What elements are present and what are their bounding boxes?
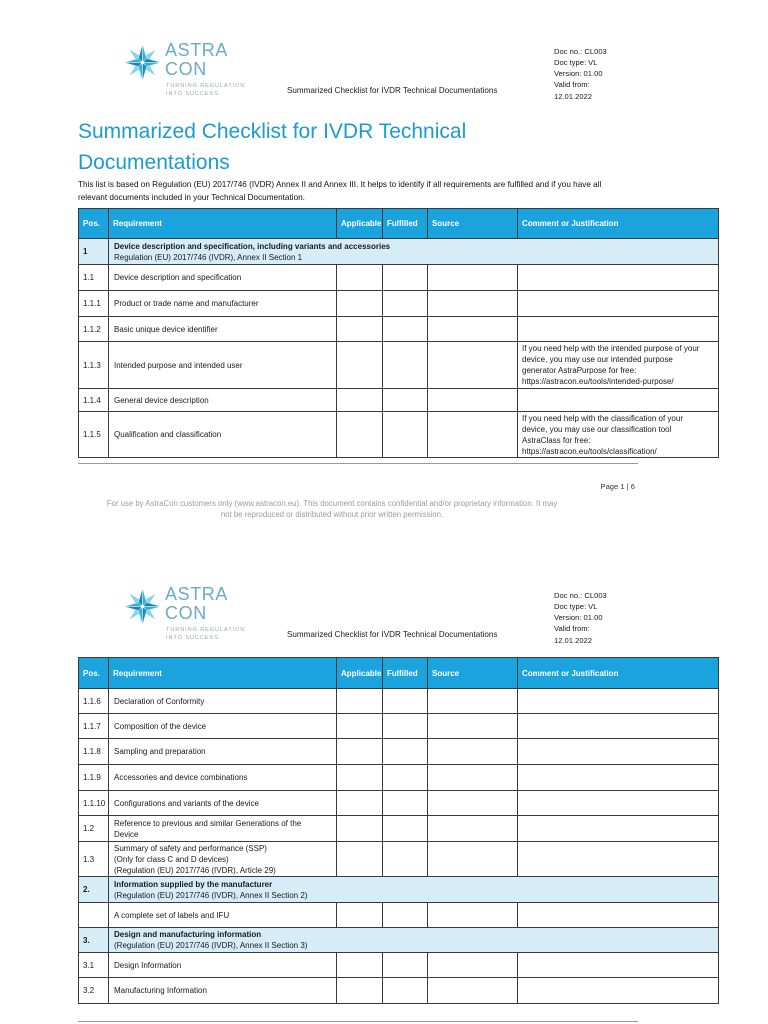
row-position: 2. <box>79 877 109 903</box>
page-number: Page 1 | 6 <box>600 482 635 491</box>
checklist-body <box>79 209 719 458</box>
comment-text: If you need help with the intended purpose of your device, you may use our intended purpose generator AstraPurpose for free: <box>522 344 700 375</box>
section-row <box>79 877 719 903</box>
row-position: 1.1.5 <box>79 412 109 458</box>
applicable-cell <box>337 342 383 389</box>
column-header-applicable: Applicable <box>337 658 383 689</box>
comment-link[interactable]: https://astracon.eu/tools/intended-purpose/ <box>522 377 674 386</box>
table-row <box>79 291 719 317</box>
brand-tagline <box>166 627 245 642</box>
section-heading-cell <box>109 877 719 903</box>
source-cell <box>428 317 518 342</box>
applicable-cell <box>337 765 383 791</box>
table-row <box>79 739 719 765</box>
row-position: 1.2 <box>79 816 109 842</box>
table-row <box>79 791 719 816</box>
fulfilled-cell <box>383 412 428 458</box>
row-position: 1.1.1 <box>79 291 109 317</box>
row-position: 1.1.6 <box>79 689 109 714</box>
brand-name-line2: CON <box>165 603 207 623</box>
requirement-cell: Composition of the device <box>109 714 337 739</box>
applicable-cell <box>337 412 383 458</box>
fulfilled-cell <box>383 265 428 291</box>
comment-cell <box>518 739 719 765</box>
requirement-cell: Reference to previous and similar Generations of the Device <box>109 816 337 842</box>
column-header-source: Source <box>428 658 518 689</box>
source-cell <box>428 765 518 791</box>
page-header <box>0 544 768 654</box>
requirement-cell: Qualification and classification <box>109 412 337 458</box>
logo-star-icon <box>124 588 161 625</box>
applicable-cell <box>337 389 383 412</box>
source-cell <box>428 903 518 928</box>
checklist-body <box>79 658 719 1004</box>
fulfilled-cell <box>383 342 428 389</box>
row-position: 1.1.9 <box>79 765 109 791</box>
column-header-pos: Pos. <box>79 658 109 689</box>
requirement-cell: Basic unique device identifier <box>109 317 337 342</box>
fulfilled-cell <box>383 903 428 928</box>
fulfilled-cell <box>383 842 428 877</box>
section-row <box>79 928 719 953</box>
brand-tagline <box>166 83 245 98</box>
table-row <box>79 689 719 714</box>
table-row <box>79 342 719 389</box>
table-row <box>79 842 719 877</box>
comment-cell <box>518 842 719 877</box>
row-position: 1.3 <box>79 842 109 877</box>
column-header-applicable: Applicable <box>337 209 383 239</box>
confidentiality-line: For use by AstraCon customers only (www.astracon.eu). This document contains confidential and/or proprietary information. It may <box>106 498 558 508</box>
comment-cell <box>518 903 719 928</box>
column-header-source: Source <box>428 209 518 239</box>
doc-type: Doc type: VL <box>554 601 598 611</box>
requirement-cell: Sampling and preparation <box>109 739 337 765</box>
source-cell <box>428 739 518 765</box>
requirement-cell: General device description <box>109 389 337 412</box>
table-row <box>79 265 719 291</box>
fulfilled-cell <box>383 389 428 412</box>
brand-name: ASTRA <box>165 40 229 60</box>
table-row <box>79 903 719 928</box>
fulfilled-cell <box>383 317 428 342</box>
page-header <box>0 0 768 110</box>
row-position: 1 <box>79 239 109 265</box>
applicable-cell <box>337 816 383 842</box>
comment-cell <box>518 953 719 978</box>
comment-cell <box>518 765 719 791</box>
source-cell <box>428 714 518 739</box>
source-cell <box>428 689 518 714</box>
row-position <box>79 903 109 928</box>
fulfilled-cell <box>383 791 428 816</box>
fulfilled-cell <box>383 953 428 978</box>
source-cell <box>428 842 518 877</box>
running-header-title: Summarized Checklist for IVDR Technical Documentations <box>287 629 498 639</box>
valid-from-label: Valid from: <box>554 80 590 90</box>
section-reference: (Regulation (EU) 2017/746 (IVDR), Annex II Section 3) <box>114 941 308 950</box>
applicable-cell <box>337 953 383 978</box>
row-position: 3.2 <box>79 978 109 1004</box>
section-heading-cell <box>109 928 719 953</box>
applicable-cell <box>337 791 383 816</box>
document-info <box>554 46 607 102</box>
column-header-fulfilled: Fulfilled <box>383 658 428 689</box>
logo-star-icon <box>124 44 161 81</box>
applicable-cell <box>337 903 383 928</box>
doc-number: Doc no.: CL003 <box>554 46 607 56</box>
row-position: 1.1.4 <box>79 389 109 412</box>
checklist-table <box>78 657 719 1004</box>
brand-name: ASTRA <box>165 584 229 604</box>
source-cell <box>428 342 518 389</box>
column-header-requirement: Requirement <box>109 209 337 239</box>
doc-type: Doc type: VL <box>554 57 598 67</box>
table-row <box>79 978 719 1004</box>
row-position: 1.1.3 <box>79 342 109 389</box>
comment-link[interactable]: https://astracon.eu/tools/classification/ <box>522 446 657 456</box>
section-reference: (Regulation (EU) 2017/746 (IVDR), Annex II Section 2) <box>114 890 308 900</box>
comment-cell <box>518 291 719 317</box>
valid-from-label: Valid from: <box>554 624 590 634</box>
source-cell <box>428 978 518 1004</box>
comment-cell <box>518 689 719 714</box>
applicable-cell <box>337 317 383 342</box>
comment-cell <box>518 978 719 1004</box>
requirement-cell: Summary of safety and performance (SSP) (Only for class C and D devices) (Regulation (EU) 2017/746 (IVDR), Article 29) <box>109 842 337 877</box>
tagline-line: TURNING REGULATION <box>166 83 246 89</box>
confidentiality-notice <box>72 498 592 520</box>
column-header-comment: Comment or Justification <box>518 209 719 239</box>
row-position: 3. <box>79 928 109 953</box>
row-position: 1.1.7 <box>79 714 109 739</box>
row-position: 3.1 <box>79 953 109 978</box>
requirement-cell: A complete set of labels and IFU <box>109 903 337 928</box>
fulfilled-cell <box>383 739 428 765</box>
valid-from-date: 12.01.2022 <box>554 91 593 101</box>
footer-rule <box>78 463 638 464</box>
row-position: 1.1 <box>79 265 109 291</box>
comment-text: If you need help with the classification of your device, you may use our classification tool AstraClass for free: <box>522 413 683 445</box>
column-header-fulfilled: Fulfilled <box>383 209 428 239</box>
fulfilled-cell <box>383 765 428 791</box>
table-header-row <box>79 658 719 689</box>
column-header-comment: Comment or Justification <box>518 658 719 689</box>
source-cell <box>428 265 518 291</box>
fulfilled-cell <box>383 714 428 739</box>
document-info <box>554 590 607 646</box>
comment-cell <box>518 317 719 342</box>
requirement-cell: Declaration of Conformity <box>109 689 337 714</box>
tagline-line: INTO SUCCESS <box>166 90 219 97</box>
fulfilled-cell <box>383 816 428 842</box>
table-row <box>79 953 719 978</box>
source-cell <box>428 953 518 978</box>
section-title: Design and manufacturing information <box>114 930 262 939</box>
requirement-cell: Design Information <box>109 953 337 978</box>
row-position: 1.1.10 <box>79 791 109 816</box>
applicable-cell <box>337 842 383 877</box>
table-row <box>79 816 719 842</box>
source-cell <box>428 791 518 816</box>
doc-number: Doc no.: CL003 <box>554 590 607 600</box>
table-row <box>79 317 719 342</box>
requirement-cell: Product or trade name and manufacturer <box>109 291 337 317</box>
applicable-cell <box>337 714 383 739</box>
table-row <box>79 389 719 412</box>
tagline-line: TURNING REGULATION <box>166 627 246 633</box>
section-title: Information supplied by the manufacturer <box>114 879 273 889</box>
valid-from-date: 12.01.2022 <box>554 635 593 645</box>
applicable-cell <box>337 265 383 291</box>
comment-cell <box>518 265 719 291</box>
comment-cell <box>518 412 719 458</box>
document-title: Summarized Checklist for IVDR Technical Documentations <box>78 120 467 174</box>
comment-cell <box>518 791 719 816</box>
table-row <box>79 765 719 791</box>
comment-cell <box>518 816 719 842</box>
applicable-cell <box>337 739 383 765</box>
applicable-cell <box>337 978 383 1004</box>
confidentiality-line: not be reproduced or distributed without prior written permission. <box>220 509 444 519</box>
column-header-pos: Pos. <box>79 209 109 239</box>
comment-cell <box>518 342 719 389</box>
section-reference: Regulation (EU) 2017/746 (IVDR), Annex II Section 1 <box>114 252 303 262</box>
section-row <box>79 239 719 265</box>
column-header-requirement: Requirement <box>109 658 337 689</box>
requirement-cell: Device description and specification <box>109 265 337 291</box>
doc-version: Version: 01.00 <box>554 69 603 79</box>
fulfilled-cell <box>383 978 428 1004</box>
row-position: 1.1.8 <box>79 739 109 765</box>
table-header-row <box>79 209 719 239</box>
section-title: Device description and specification, including variants and accessories <box>114 241 391 251</box>
applicable-cell <box>337 689 383 714</box>
source-cell <box>428 412 518 458</box>
doc-version: Version: 01.00 <box>554 613 603 623</box>
requirement-cell: Configurations and variants of the device <box>109 791 337 816</box>
fulfilled-cell <box>383 291 428 317</box>
applicable-cell <box>337 291 383 317</box>
running-header-title: Summarized Checklist for IVDR Technical Documentations <box>287 85 498 95</box>
table-row <box>79 412 719 458</box>
row-position: 1.1.2 <box>79 317 109 342</box>
section-heading-cell <box>109 239 719 265</box>
requirement-cell: Manufacturing Information <box>109 978 337 1004</box>
brand-name-line2: CON <box>165 59 207 79</box>
comment-cell <box>518 714 719 739</box>
tagline-line: INTO SUCCESS <box>166 634 219 641</box>
requirement-cell: Accessories and device combinations <box>109 765 337 791</box>
intro-paragraph: This list is based on Regulation (EU) 2017/746 (IVDR) Annex II and Annex III. It helps to identify if all requirements are fulfilled and if you have all relevant documents included in your Technical Documentation. <box>78 180 602 202</box>
requirement-cell: Intended purpose and intended user <box>109 342 337 389</box>
checklist-table <box>78 208 719 458</box>
source-cell <box>428 389 518 412</box>
table-row <box>79 714 719 739</box>
footer-rule <box>78 1021 638 1022</box>
comment-cell <box>518 389 719 412</box>
fulfilled-cell <box>383 689 428 714</box>
source-cell <box>428 816 518 842</box>
source-cell <box>428 291 518 317</box>
